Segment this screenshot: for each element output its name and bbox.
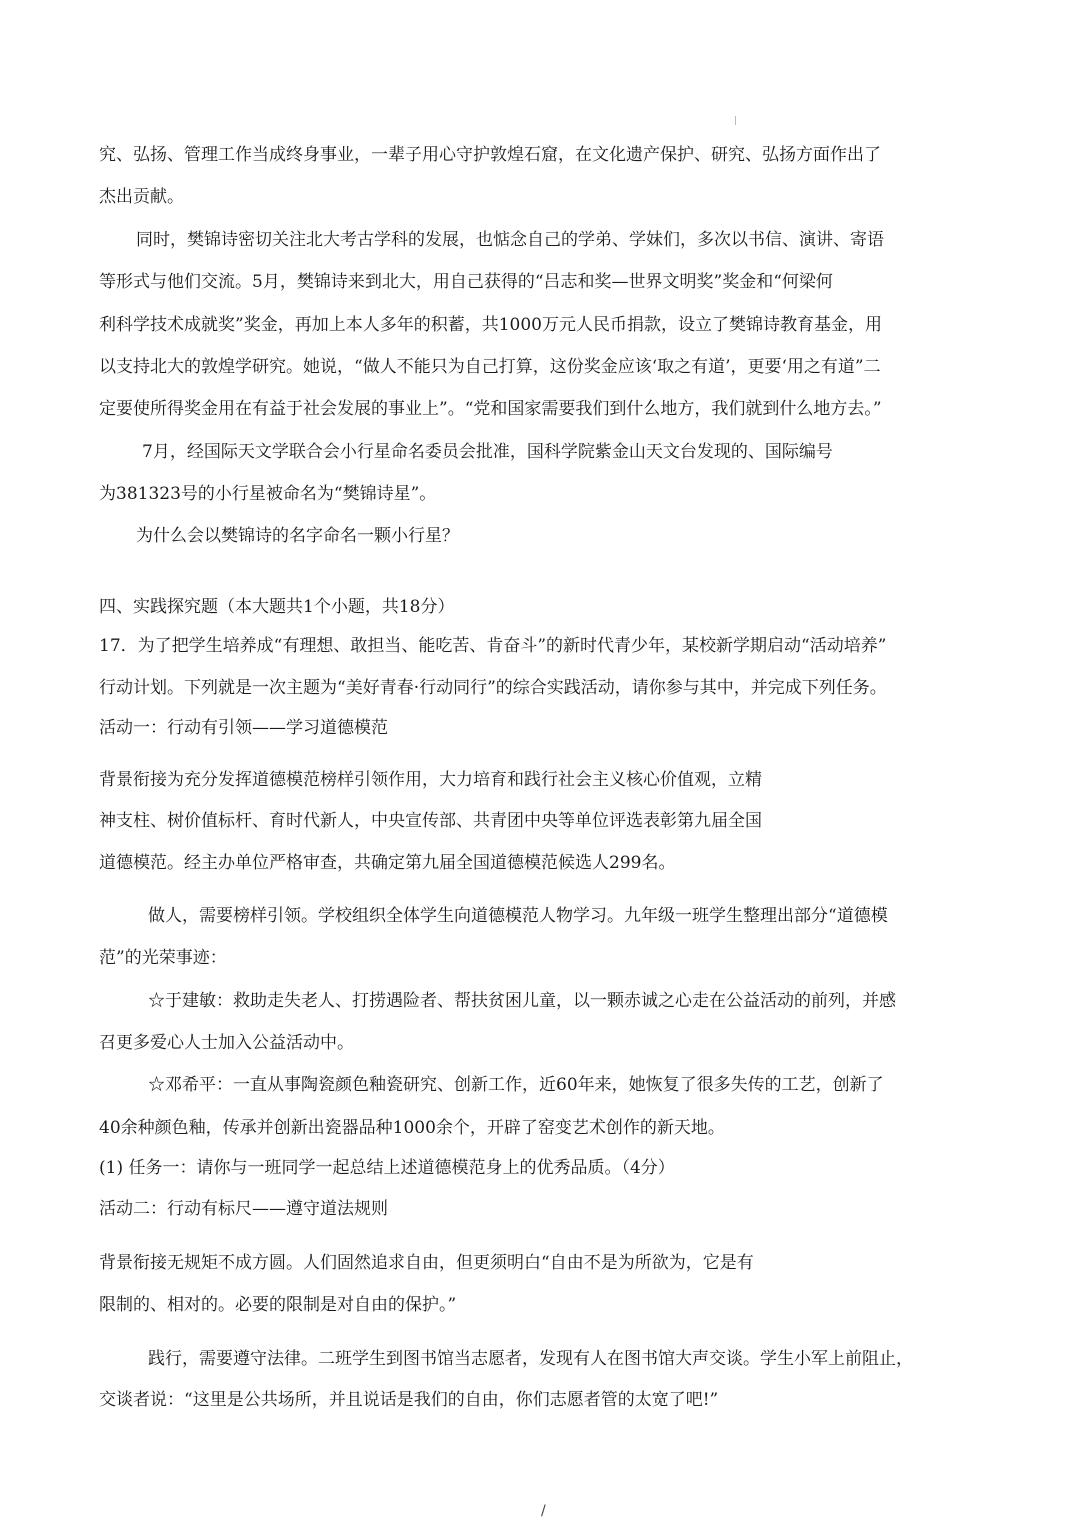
text-line: 利科学技术成就奖”奖金，再加上本人多年的积蓄，共1000万元人民币捐款，设立了樊锦诗教育基金，用: [99, 315, 882, 335]
section-heading: 四、实践探究题（本大题共1个小题，共18分）: [99, 597, 455, 617]
task-question: (1) 任务一：请你与一班同学一起总结上述道德模范身上的优秀品质。（4分）: [99, 1158, 675, 1178]
text-line: 定要使所得奖金用在有益于社会发展的事业上”。“党和国家需要我们到什么地方，我们就到什么地方去。”: [99, 399, 882, 419]
text-line: 等形式与他们交流。5月，樊锦诗来到北大，用自己获得的“吕志和奖—世界文明奖”奖金和“何梁何: [99, 272, 833, 292]
text-line: 践行，需要遵守法律。二班学生到图书馆当志愿者，发现有人在图书馆大声交谈。学生小军上前阻止，: [148, 1349, 913, 1369]
text-line: 7月，经国际天文学联合会小行星命名委员会批准，国科学院紫金山天文台发现的、国际编号: [142, 442, 833, 462]
text-line: 究、弘扬、管理工作当成终身事业，一辈子用心守护敦煌石窟，在文化遗产保护、研究、弘扬方面作出了: [99, 145, 881, 165]
text-line: 神支柱、树价值标杆、育时代新人，中央宣传部、共青团中央等单位评选表彰第九届全国: [99, 811, 762, 831]
text-line: 道德模范。经主办单位严格审查，共确定第九届全国道德模范候选人299名。: [99, 853, 676, 873]
page-footer-mark: /: [541, 1503, 546, 1519]
text-line: 召更多爱心人士加入公益活动中。: [99, 1033, 354, 1053]
question-text: 行动计划。下列就是一次主题为“美好青春·行动同行”的综合实践活动，请你参与其中，并完成下列任务。: [99, 678, 887, 698]
list-item: ☆于建敏：救助走失老人、打捞遇险者、帮扶贫困儿童，以一颗赤诚之心走在公益活动的前列，并感: [148, 991, 896, 1011]
text-line: 背景衔接为充分发挥道德模范榜样引领作用，大力培育和践行社会主义核心价值观，立精: [99, 770, 762, 790]
text-line: 限制的、相对的。必要的限制是对自由的保护。”: [99, 1295, 457, 1315]
text-line: 范”的光荣事迹：: [99, 948, 227, 968]
text-line: 背景衔接无规矩不成方圆。人们固然追求自由，但更须明白“自由不是为所欲为，它是有: [99, 1253, 754, 1273]
text-line: 同时，樊锦诗密切关注北大考古学科的发展，也惦念自己的学弟、学妹们，多次以书信、演讲、寄语: [136, 230, 884, 250]
text-line: 交谈者说：“这里是公共场所，并且说话是我们的自由，你们志愿者管的太宽了吧!”: [99, 1390, 719, 1410]
question-text: 17．为了把学生培养成“有理想、敢担当、能吃苦、肯奋斗”的新时代青少年，某校新学期启动“活动培养”: [99, 636, 887, 656]
text-line: 40余种颜色釉，传承并创新出瓷器品种1000余个，开辟了窑变艺术创作的新天地。: [99, 1118, 725, 1138]
text-line: 以支持北大的敦煌学研究。她说，“做人不能只为自己打算，这份奖金应该‘取之有道’，更要‘用之有道”二: [99, 357, 881, 377]
text-line: 做人，需要榜样引领。学校组织全体学生向道德模范人物学习。九年级一班学生整理出部分“道德模: [148, 906, 888, 926]
text-line: 为381323号的小行星被命名为“樊锦诗星”。: [99, 484, 437, 504]
list-item: ☆邓希平：一直从事陶瓷颜色釉瓷研究、创新工作，近60年来，她恢复了很多失传的工艺，创新了: [148, 1075, 884, 1095]
text-line: 为什么会以樊锦诗的名字命名一颗小行星？: [136, 526, 459, 546]
text-line: 杰出贡献。: [99, 187, 184, 207]
activity-heading: 活动二：行动有标尺——遵守道法规则: [99, 1199, 388, 1219]
scan-mark: [735, 116, 736, 125]
activity-heading: 活动一：行动有引领——学习道德模范: [99, 718, 388, 738]
